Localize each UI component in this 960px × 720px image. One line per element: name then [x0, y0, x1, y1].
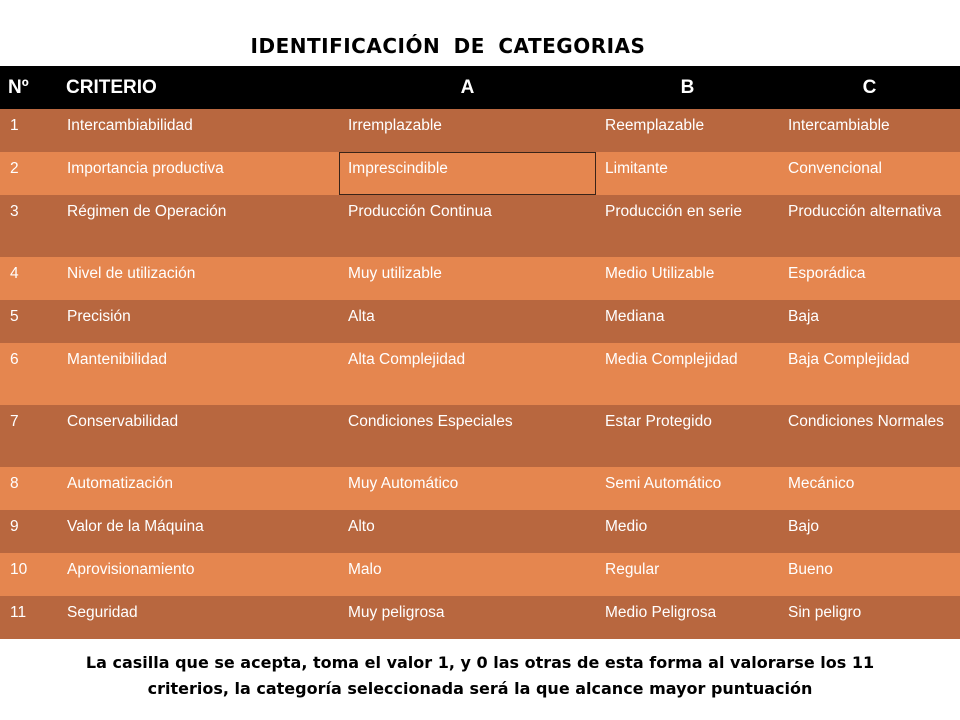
- table-row: [0, 553, 960, 596]
- row-criterio: Precisión: [58, 300, 339, 343]
- row-num: 5: [0, 300, 58, 343]
- row-criterio: Seguridad: [58, 596, 339, 639]
- header-a: A: [339, 66, 596, 109]
- row-num: 3: [0, 195, 58, 257]
- row-num: 4: [0, 257, 58, 300]
- row-criterio: Valor de la Máquina: [58, 510, 339, 553]
- row-a[interactable]: Muy peligrosa: [339, 596, 596, 639]
- row-criterio: Intercambiabilidad: [58, 109, 339, 152]
- row-c[interactable]: Producción alternativa: [779, 195, 960, 257]
- row-b[interactable]: Medio Peligrosa: [596, 596, 779, 639]
- row-c[interactable]: Condiciones Normales: [779, 405, 960, 467]
- row-num: 2: [0, 152, 58, 195]
- row-criterio: Mantenibilidad: [58, 343, 339, 405]
- row-b[interactable]: Producción en serie: [596, 195, 779, 257]
- table-row: [0, 109, 960, 152]
- row-c[interactable]: Convencional: [779, 152, 960, 195]
- row-a[interactable]: Alta: [339, 300, 596, 343]
- row-b[interactable]: Mediana: [596, 300, 779, 343]
- row-a[interactable]: Muy utilizable: [339, 257, 596, 300]
- header-c: C: [779, 66, 960, 109]
- row-b[interactable]: Reemplazable: [596, 109, 779, 152]
- table-row: [0, 343, 960, 405]
- row-a[interactable]: Alta Complejidad: [339, 343, 596, 405]
- table-row: [0, 510, 960, 553]
- row-b[interactable]: Estar Protegido: [596, 405, 779, 467]
- row-criterio: Importancia productiva: [58, 152, 339, 195]
- row-a[interactable]: Muy Automático: [339, 467, 596, 510]
- row-c[interactable]: Sin peligro: [779, 596, 960, 639]
- row-criterio: Nivel de utilización: [58, 257, 339, 300]
- row-a[interactable]: Alto: [339, 510, 596, 553]
- row-b[interactable]: Medio: [596, 510, 779, 553]
- row-a[interactable]: Producción Continua: [339, 195, 596, 257]
- row-b[interactable]: Semi Automático: [596, 467, 779, 510]
- row-num: 9: [0, 510, 58, 553]
- row-num: 11: [0, 596, 58, 639]
- table-row: [0, 152, 960, 195]
- row-a-selected-cell[interactable]: Imprescindible: [339, 152, 596, 195]
- row-c[interactable]: Baja Complejidad: [779, 343, 960, 405]
- table-row: [0, 596, 960, 639]
- row-b[interactable]: Media Complejidad: [596, 343, 779, 405]
- table-header-row: [0, 66, 960, 109]
- row-num: 10: [0, 553, 58, 596]
- footer-line-2: criterios, la categoría seleccionada será la que alcance mayor puntuación: [147, 679, 813, 698]
- row-criterio: Conservabilidad: [58, 405, 339, 467]
- categories-table: [0, 66, 960, 639]
- row-num: 1: [0, 109, 58, 152]
- row-criterio: Aprovisionamiento: [58, 553, 339, 596]
- footer-note: [0, 650, 960, 702]
- table-row: [0, 257, 960, 300]
- row-b[interactable]: Regular: [596, 553, 779, 596]
- row-c[interactable]: Esporádica: [779, 257, 960, 300]
- row-num: 7: [0, 405, 58, 467]
- table-row: [0, 300, 960, 343]
- row-num: 6: [0, 343, 58, 405]
- page-title: IDENTIFICACIÓN DE CATEGORIAS: [250, 34, 646, 58]
- header-num: Nº: [0, 66, 58, 109]
- row-c[interactable]: Intercambiable: [779, 109, 960, 152]
- footer-line-1: La casilla que se acepta, toma el valor 1, y 0 las otras de esta forma al valorarse los 11: [85, 653, 875, 672]
- row-criterio: Automatización: [58, 467, 339, 510]
- row-a[interactable]: Condiciones Especiales: [339, 405, 596, 467]
- row-c[interactable]: Bueno: [779, 553, 960, 596]
- row-c[interactable]: Baja: [779, 300, 960, 343]
- header-b: B: [596, 66, 779, 109]
- header-criterio: CRITERIO: [58, 66, 339, 109]
- row-c[interactable]: Bajo: [779, 510, 960, 553]
- table-row: [0, 405, 960, 467]
- row-a[interactable]: Irremplazable: [339, 109, 596, 152]
- row-c[interactable]: Mecánico: [779, 467, 960, 510]
- row-criterio: Régimen de Operación: [58, 195, 339, 257]
- row-b[interactable]: Medio Utilizable: [596, 257, 779, 300]
- row-a[interactable]: Malo: [339, 553, 596, 596]
- row-b[interactable]: Limitante: [596, 152, 779, 195]
- table-row: [0, 195, 960, 257]
- table-row: [0, 467, 960, 510]
- row-num: 8: [0, 467, 58, 510]
